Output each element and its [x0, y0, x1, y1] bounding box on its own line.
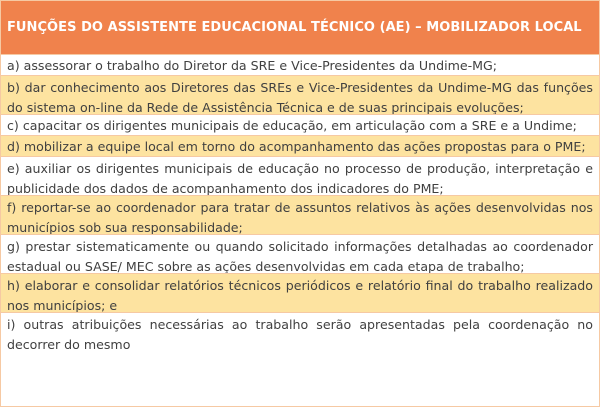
table-row-b: b) dar conhecimento aos Diretores das SREs e Vice-Presidentes da Undime-MG das funções do sistema on-line da Rede de Assistência Técnica e de suas principais evoluções; [1, 75, 599, 114]
table-row-g: g) prestar sistematicamente ou quando solicitado informações detalhadas ao coordenador estadual ou SASE/ MEC sobre as ações desenvolvidas em cada etapa de trabalho; [1, 234, 599, 273]
table-row-f: f) reportar-se ao coordenador para tratar de assuntos relativos às ações desenvolvidas nos municípios sob sua responsabilidade; [1, 195, 599, 234]
table-row-i: i) outras atribuições necessárias ao trabalho serão apresentadas pela coordenação no decorrer do mesmo [1, 312, 599, 381]
table-row-h: h) elaborar e consolidar relatórios técnicos periódicos e relatório final do trabalho realizado nos municípios; e [1, 273, 599, 312]
table-header: FUNÇÕES DO ASSISTENTE EDUCACIONAL TÉCNICO (AE) – MOBILIZADOR LOCAL [1, 1, 599, 54]
table-row-e: e) auxiliar os dirigentes municipais de educação no processo de produção, interpretação e publicidade dos dados de acompanhamento dos indicadores do PME; [1, 156, 599, 195]
table-row-c: c) capacitar os dirigentes municipais de educação, em articulação com a SRE e a Undime; [1, 114, 599, 135]
table-row-d: d) mobilizar a equipe local em torno do acompanhamento das ações propostas para o PME; [1, 135, 599, 156]
table-row-a: a) assessorar o trabalho do Diretor da SRE e Vice-Presidentes da Undime-MG; [1, 54, 599, 75]
